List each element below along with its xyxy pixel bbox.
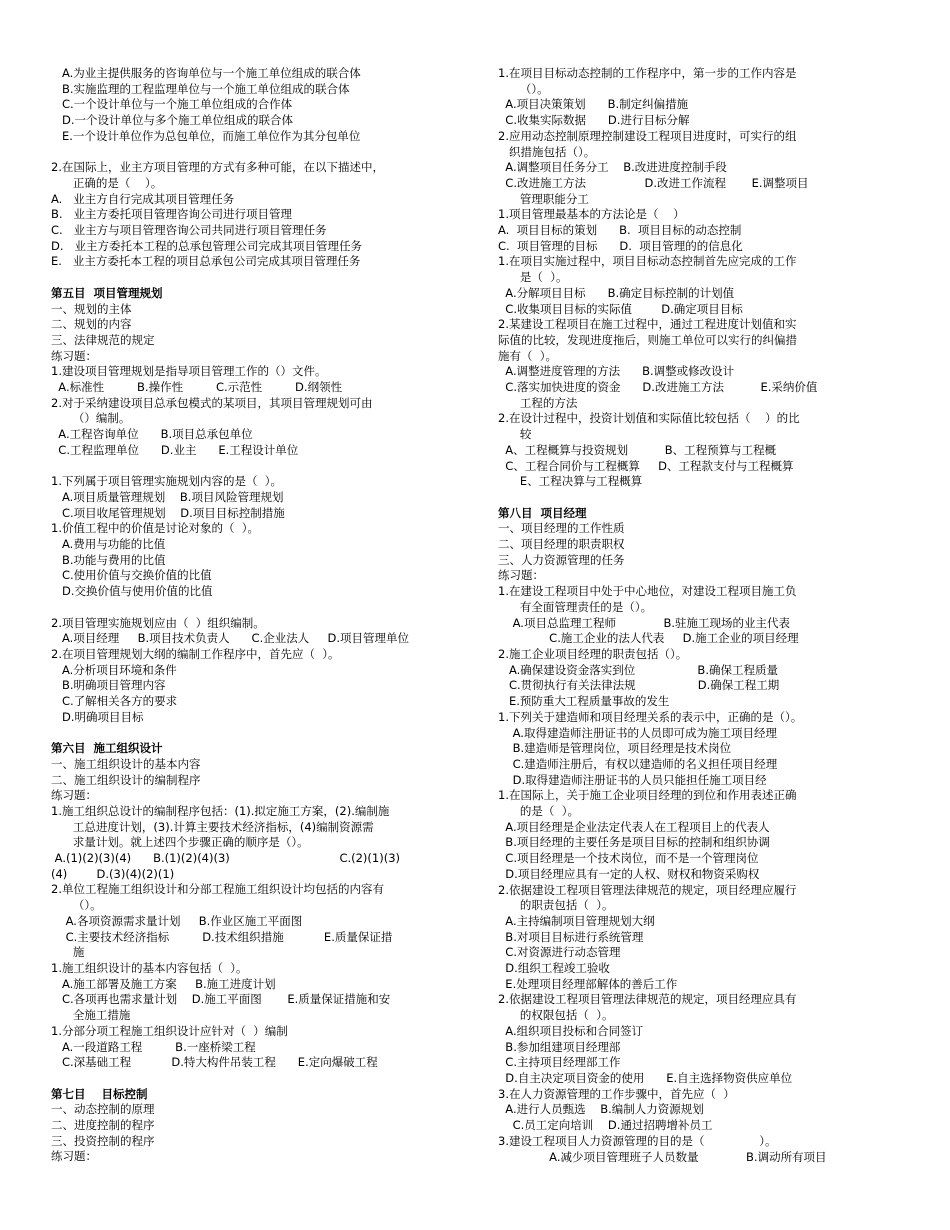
text-line: 二、规划的内容 bbox=[51, 317, 132, 332]
text-line: C.贯彻执行有关法律法规 D.确保工程工期 bbox=[498, 678, 780, 693]
text-line: D.项目经理应具有一定的人权、财权和物资采购权 bbox=[498, 866, 760, 881]
text-line: D.取得建造师注册证书的人员只能担任施工项目经 bbox=[498, 772, 767, 787]
blank-line bbox=[498, 490, 898, 506]
text-line: 2.依据建设工程项目管理法律规范的规定，项目经理应具有 bbox=[498, 992, 797, 1007]
text-line: A.项目总监理工程师 B.驻施工现场的业主代表 bbox=[498, 615, 791, 630]
text-line: 一、项目经理的工作性质 bbox=[498, 521, 625, 536]
text-line: 1.在建设工程项目中处于中心地位，对建设工程项目施工负 bbox=[498, 584, 797, 599]
text-line: 一、动态控制的原理 bbox=[51, 1102, 155, 1117]
text-line: 练习题： bbox=[51, 788, 97, 803]
text-line: A.项目经理是企业法定代表人在工程项目上的代表人 bbox=[498, 819, 770, 834]
text-line: A.项目质量管理规划 B.项目风险管理规划 bbox=[51, 489, 284, 504]
text-line: C.对资源进行动态管理 bbox=[498, 945, 621, 960]
blank-line bbox=[51, 725, 469, 741]
text-line: 1.分部分项工程施工组织设计应针对（ ）编制 bbox=[51, 1023, 288, 1038]
text-line: 全施工措施 bbox=[51, 1008, 131, 1023]
text-line: 三、人力资源管理的任务 bbox=[498, 552, 625, 567]
text-line: 的权限包括（ ）。 bbox=[498, 1008, 614, 1023]
text-line: 际值的比较，发现进度拖后，则施工单位可以实行的纠偏措 bbox=[498, 332, 797, 347]
text-line: C.一个设计单位与一个施工单位组成的合作体 bbox=[51, 97, 293, 112]
text-line: 3.建设工程项目人力资源管理的目的是（ ）。 bbox=[498, 1133, 777, 1148]
text-line: E.预防重大工程质量事故的发生 bbox=[498, 694, 670, 709]
text-line: C.施工企业的法人代表 D.施工企业的项目经理 bbox=[498, 631, 799, 646]
text-line: C.了解相关各方的要求 bbox=[51, 694, 178, 709]
text-line: B.明确项目管理内容 bbox=[51, 678, 166, 693]
text-line: A.分析项目环境和条件 bbox=[51, 662, 177, 677]
text-line: E. 业主方委托本工程的项目总承包公司完成其项目管理任务 bbox=[51, 254, 361, 269]
text-line: B.功能与费用的比值 bbox=[51, 552, 166, 567]
text-line: 施有（ ）。 bbox=[498, 348, 558, 363]
text-line: C.项目收尾管理规划 D.项目目标控制措施 bbox=[51, 505, 285, 520]
text-line: D. 业主方委托本工程的总承包管理公司完成其项目管理任务 bbox=[51, 238, 362, 253]
text-line: 三、投资控制的程序 bbox=[51, 1133, 155, 1148]
text-line: B.建造师是管理岗位，项目经理是技术岗位 bbox=[498, 741, 732, 756]
blank-line bbox=[51, 145, 469, 161]
text-line: A.工程咨询单位 B.项目总承包单位 bbox=[51, 427, 253, 442]
text-line: 工总进度计划，(3).计算主要技术经济指标，(4)编制资源需 bbox=[51, 819, 374, 834]
text-line: 的是（ ）。 bbox=[498, 804, 579, 819]
text-line: 1.在国际上，关于施工企业项目经理的到位和作用表述正确 bbox=[498, 788, 797, 803]
text-line: A.取得建造师注册证书的人员即可成为施工项目经理 bbox=[498, 725, 777, 740]
text-line: 2.某建设工程项目在施工过程中，通过工程进度计划值和实 bbox=[498, 317, 797, 332]
text-line: A.调整进度管理的方法 B.调整或修改设计 bbox=[498, 364, 735, 379]
text-line: C. 项目管理的目标 D. 项目管理的的信息化 bbox=[498, 238, 743, 253]
left-column bbox=[51, 66, 469, 1165]
text-line: 三、法律规范的规定 bbox=[51, 332, 155, 347]
text-line: 练习题： bbox=[51, 1149, 97, 1164]
text-line: C.主要技术经济指标 D.技术组织措施 E.质量保证措 bbox=[51, 929, 393, 944]
text-line: 1.项目管理最基本的方法论是（ ） bbox=[498, 207, 685, 222]
text-line: 练习题： bbox=[498, 568, 544, 583]
text-line: 工程的方法 bbox=[498, 395, 578, 410]
text-line: A.标准性 B.操作性 C.示范性 D.纲领性 bbox=[51, 380, 343, 395]
text-line: B.对项目目标进行系统管理 bbox=[498, 929, 644, 944]
text-line: A. 业主方自行完成其项目管理任务 bbox=[51, 191, 235, 206]
text-line: 正确的是（ ）。 bbox=[51, 175, 163, 190]
text-line: C.主持项目经理部工作 bbox=[498, 1055, 621, 1070]
text-line: E、工程决算与工程概算 bbox=[498, 474, 643, 489]
text-line: C.收集项目目标的实际值 D.确定项目目标 bbox=[498, 301, 743, 316]
text-line: 施 bbox=[51, 945, 85, 960]
text-line: 一、施工组织设计的基本内容 bbox=[51, 756, 201, 771]
text-line: 1.下列关于建造师和项目经理关系的表示中，正确的是（）。 bbox=[498, 709, 803, 724]
text-line: 二、项目经理的职责职权 bbox=[498, 537, 625, 552]
text-line: 较 bbox=[498, 427, 532, 442]
text-line: A.主持编制项目管理规划大纲 bbox=[498, 913, 655, 928]
text-line: C.工程监理单位 D.业主 E.工程设计单位 bbox=[51, 442, 299, 457]
text-line: C.项目经理是一个技术岗位，而不是一个管理岗位 bbox=[498, 851, 759, 866]
text-line: C.改进施工方法 D.改进工作流程 E.调整项目 bbox=[498, 175, 809, 190]
text-line: （）。 bbox=[498, 81, 549, 96]
text-line: A.为业主提供服务的咨询单位与一个施工单位组成的联合体 bbox=[51, 66, 361, 80]
text-line: A、工程概算与投资规划 B、工程预算与工程概 bbox=[498, 442, 777, 457]
text-line: D.明确项目目标 bbox=[51, 709, 144, 724]
text-line: B.项目经理的主要任务是项目目标的控制和组织协调 bbox=[498, 835, 770, 850]
text-line: 1.施工组织总设计的编制程序包括：(1).拟定施工方案，(2).编制施 bbox=[51, 803, 390, 818]
text-line: D.自主决定项目资金的使用 E.自主选择物资供应单位 bbox=[498, 1070, 793, 1085]
section-heading: 第五目 项目管理规划 bbox=[51, 285, 163, 300]
text-line: 1.建设项目管理规划是指导项目管理工作的（）文件。 bbox=[51, 364, 327, 379]
text-line: E.处理项目经理部解体的善后工作 bbox=[498, 976, 678, 991]
text-line: A.组织项目投标和合同签订 bbox=[498, 1023, 644, 1038]
text-line: （）。 bbox=[51, 898, 102, 913]
text-line: A. 项目目标的策划 B. 项目目标的动态控制 bbox=[498, 223, 742, 238]
text-line: 2.单位工程施工组织设计和分部工程施工组织设计均包括的内容有 bbox=[51, 882, 384, 897]
text-line: 2.施工企业项目经理的职责包括（）。 bbox=[498, 647, 688, 661]
text-line: A.项目经理 B.项目技术负责人 C.企业法人 D.项目管理单位 bbox=[51, 631, 410, 646]
text-line: 一、规划的主体 bbox=[51, 301, 132, 316]
text-line: E.一个设计单位作为总包单位，而施工单位作为其分包单位 bbox=[51, 128, 361, 143]
text-line: B. 业主方委托项目管理咨询公司进行项目管理 bbox=[51, 207, 293, 222]
text-line: A.分解项目目标 B.确定目标控制的计划值 bbox=[498, 285, 735, 300]
text-line: 1.在项目实施过程中，项目目标动态控制首先应完成的工作 bbox=[498, 254, 797, 269]
text-line: 二、施工组织设计的编制程序 bbox=[51, 772, 201, 787]
text-line: C.深基础工程 D.特大构件吊装工程 E.定向爆破工程 bbox=[51, 1055, 378, 1070]
section-heading: 第六目 施工组织设计 bbox=[51, 741, 163, 756]
text-line: 2.在项目管理规划大纲的编制工作程序中，首先应（ ）。 bbox=[51, 646, 340, 661]
text-line: 1.在项目目标动态控制的工作程序中，第一步的工作内容是 bbox=[498, 66, 797, 80]
text-line: 3.在人力资源管理的工作步骤中，首先应（ ） bbox=[498, 1086, 735, 1101]
text-line: 2.在设计过程中，投资计划值和实际值比较包括（ ）的比 bbox=[498, 411, 800, 426]
text-line: A.费用与功能的比值 bbox=[51, 537, 166, 552]
text-line: 1.下列属于项目管理实施规划内容的是（ ）。 bbox=[51, 474, 283, 489]
text-line: C、工程合同价与工程概算 D、工程款支付与工程概算 bbox=[498, 458, 794, 473]
text-line: A.(1)(2)(3)(4) B.(1)(2)(4)(3) C.(2)(1)(3) bbox=[51, 851, 400, 866]
text-line: 的职责包括（ ）。 bbox=[498, 898, 614, 913]
text-line: 2.在国际上，业主方项目管理的方式有多种可能，在以下描述中， bbox=[51, 160, 384, 175]
text-line: C.各项再也需求量计划 D.施工平面图 E.质量保证措施和安 bbox=[51, 992, 391, 1007]
text-line: A.调整项目任务分工 B.改进进度控制手段 bbox=[498, 160, 727, 175]
text-line: A.一段道路工程 B.一座桥梁工程 bbox=[51, 1039, 256, 1054]
text-line: D.交换价值与使用价值的比值 bbox=[51, 584, 213, 599]
text-line: D.一个设计单位与多个施工单位组成的联合体 bbox=[51, 113, 293, 128]
text-line: B.参加组建项目经理部 bbox=[498, 1039, 621, 1054]
blank-line bbox=[51, 270, 469, 286]
text-line: 二、进度控制的程序 bbox=[51, 1118, 155, 1133]
blank-line bbox=[51, 600, 469, 616]
blank-line bbox=[51, 1071, 469, 1087]
text-line: 2.项目管理实施规划应由（ ）组织编制。 bbox=[51, 615, 265, 630]
text-line: A.减少项目管理班子人员数量 B.调动所有项目 bbox=[498, 1149, 827, 1164]
text-line: 1.施工组织设计的基本内容包括（ ）。 bbox=[51, 961, 248, 975]
right-column bbox=[498, 66, 898, 1165]
text-line: C.收集实际数据 D.进行目标分解 bbox=[498, 113, 690, 128]
text-line: 练习题： bbox=[51, 348, 97, 363]
text-line: 是（ ）。 bbox=[498, 270, 568, 285]
text-line: C.使用价值与交换价值的比值 bbox=[51, 568, 212, 583]
text-line: （）编制。 bbox=[51, 411, 131, 426]
text-line: A.确保建设资金落实到位 B.确保工程质量 bbox=[498, 662, 778, 677]
blank-line bbox=[51, 459, 469, 475]
text-line: 管理职能分工 bbox=[498, 191, 589, 206]
text-line: C. 业主方与项目管理咨询公司共同进行项目管理任务 bbox=[51, 223, 327, 238]
section-heading: 第七目 目标控制 bbox=[51, 1086, 148, 1101]
text-line: C.落实加快进度的资金 D.改进施工方法 E.采纳价值 bbox=[498, 380, 818, 395]
text-line: 1.价值工程中的价值是讨论对象的（ ）。 bbox=[51, 521, 260, 536]
text-line: C.员工定向培训 D.通过招聘增补员工 bbox=[498, 1118, 713, 1133]
text-line: B.实施监理的工程监理单位与一个施工单位组成的联合体 bbox=[51, 81, 350, 96]
text-line: A.施工部署及施工方案 B.施工进度计划 bbox=[51, 976, 276, 991]
text-line: A.各项资源需求量计划 B.作业区施工平面图 bbox=[51, 913, 303, 928]
text-line: 2.对于采纳建设项目总承包模式的某项目，其项目管理规划可由 bbox=[51, 395, 373, 410]
text-line: C.建造师注册后，有权以建造师的名义担任项目经理 bbox=[498, 756, 778, 771]
text-line: 2.依据建设工程项目管理法律规范的规定，项目经理应履行 bbox=[498, 882, 797, 897]
text-line: 2.应用动态控制原理控制建设工程项目进度时，可实行的组 bbox=[498, 128, 797, 143]
section-heading: 第八目 项目经理 bbox=[498, 505, 587, 520]
text-line: 有全面管理责任的是（）。 bbox=[498, 599, 653, 614]
text-line: (4) D.(3)(4)(2)(1) bbox=[51, 866, 175, 881]
text-line: A.项目决策策划 B.制定纠偏措施 bbox=[498, 97, 689, 112]
text-line: 织措施包括（）。 bbox=[498, 144, 596, 159]
text-line: A.进行人员甄选 B.编制人力资源规划 bbox=[498, 1102, 704, 1117]
text-line: D.组织工程竣工验收 bbox=[498, 961, 610, 976]
text-line: 求量计划。就上述四个步骤正确的顺序是（）。 bbox=[51, 835, 309, 850]
